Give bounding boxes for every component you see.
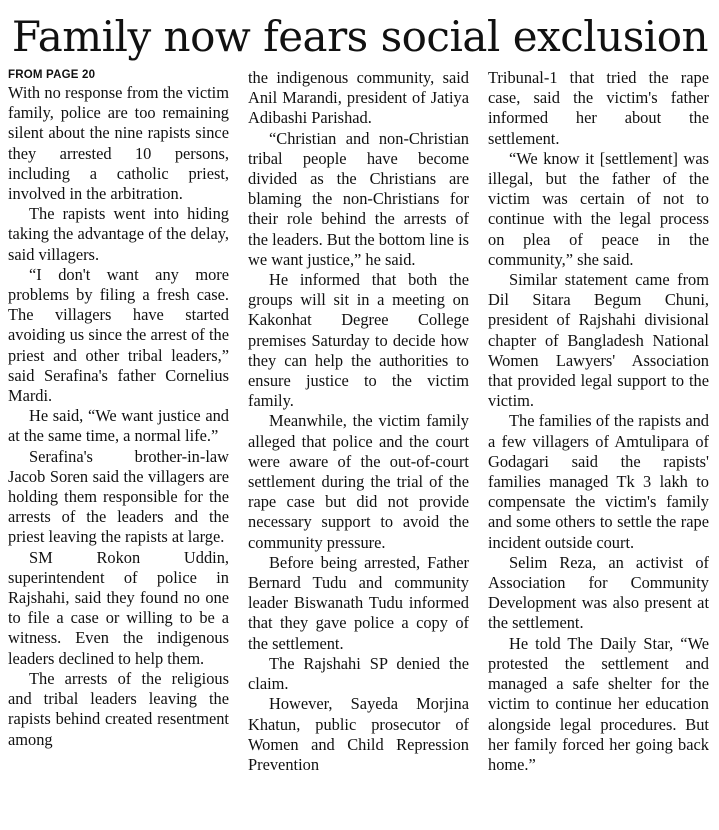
paragraph: The arrests of the religious and tribal leaders leaving the rapists behind created resentment among bbox=[8, 668, 229, 749]
paragraph: Tribunal-1 that tried the rape case, said the victim's father informed her about the settlement. bbox=[488, 68, 709, 148]
paragraph: The families of the rapists and a few villagers of Amtulipara of Godagari said the rapists' families managed Tk 3 lakh to compensate the victim's family and some others to settle the rape incident outside court. bbox=[488, 411, 709, 552]
paragraph: “We know it [settlement] was illegal, but the father of the victim was certain of not to continue with the legal process on plea of peace in the community,” she said. bbox=[488, 148, 709, 269]
paragraph: The Rajshahi SP denied the claim. bbox=[248, 653, 469, 694]
paragraph: He informed that both the groups will sit in a meeting on Kakonhat Degree College premises Saturday to decide how they can help the authorities to ensure justice to the victim family. bbox=[248, 270, 469, 411]
article-column-3 bbox=[488, 68, 709, 775]
paragraph: Serafina's brother-in-law Jacob Soren said the villagers are holding them responsible for the arrests of the leaders and the priest leaving the rapists at large. bbox=[8, 446, 229, 547]
paragraph: He told The Daily Star, “We protested the settlement and managed a safe shelter for the victim to continue her education alongside legal procedures. But her family forced her going back home.” bbox=[488, 633, 709, 774]
paragraph: “I don't want any more problems by filing a fresh case. The villagers have started avoiding us since the arrest of the priest and other tribal leaders,” said Serafina's father Cornelius Mardi. bbox=[8, 264, 229, 406]
paragraph: Similar statement came from Dil Sitara Begum Chuni, president of Rajshahi divisional chapter of Bangladesh National Women Lawyers' Association that provided legal support to the victim. bbox=[488, 270, 709, 411]
paragraph: “Christian and non-Christian tribal people have become divided as the Christians are blaming the non-Christians for their role behind the arrests of the leaders. But the bottom line is we want justice,” he said. bbox=[248, 128, 469, 269]
article-column-2 bbox=[248, 68, 469, 775]
article-column-1 bbox=[8, 68, 229, 750]
paragraph: the indigenous community, said Anil Marandi, president of Jatiya Adibashi Parishad. bbox=[248, 68, 469, 128]
paragraph: Before being arrested, Father Bernard Tudu and community leader Biswanath Tudu informed that they gave police a copy of the settlement. bbox=[248, 552, 469, 653]
paragraph: SM Rokon Uddin, superintendent of police in Rajshahi, said they found no one to file a case or willing to be a witness. Even the indigenous leaders declined to help them. bbox=[8, 547, 229, 668]
paragraph: He said, “We want justice and at the same time, a normal life.” bbox=[8, 406, 229, 446]
paragraph: With no response from the victim family, police are too remaining silent about the nine rapists since they arrested 10 persons, including a catholic priest, involved in the arbitration. bbox=[8, 83, 229, 204]
paragraph: The rapists went into hiding taking the advantage of the delay, said villagers. bbox=[8, 204, 229, 264]
kicker-from-page: FROM PAGE 20 bbox=[8, 69, 96, 81]
paragraph: Meanwhile, the victim family alleged that police and the court were aware of the out-of-court settlement during the trial of the rape case but did not provide necessary support to avoid the community pressure. bbox=[248, 411, 469, 552]
paragraph: However, Sayeda Morjina Khatun, public prosecutor of Women and Child Repression Prevention bbox=[248, 694, 469, 774]
paragraph: Selim Reza, an activist of Association for Community Development was also present at the settlement. bbox=[488, 552, 709, 633]
headline: Family now fears social exclusion bbox=[11, 12, 709, 61]
